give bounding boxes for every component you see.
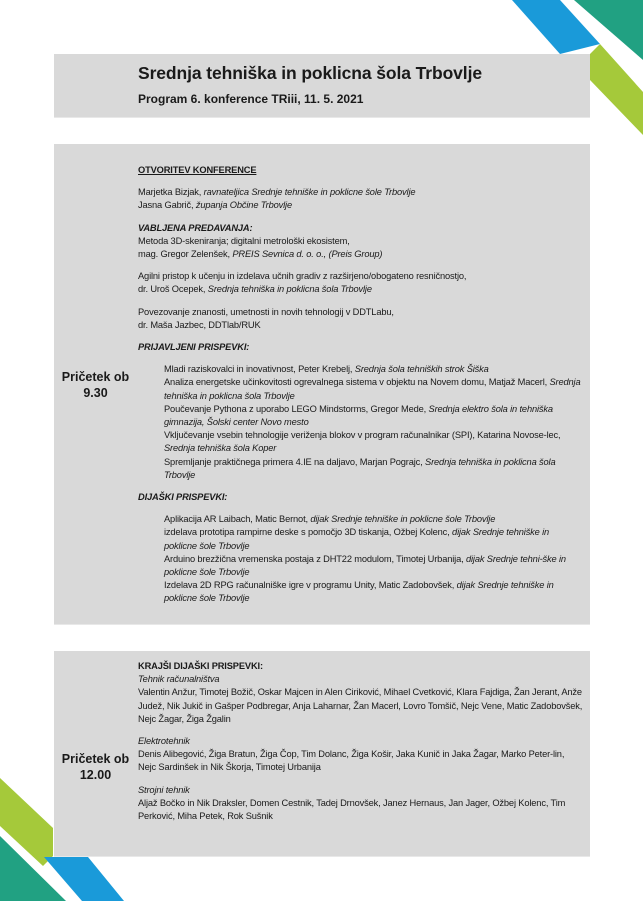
item-text: izdelava prototipa rampirne deske s pomočjo 3D tiskanja, Ožbej Kolenc, <box>164 527 453 538</box>
list-item <box>164 579 584 605</box>
section-heading-registered: PRIJAVLJENI PRISPEVKI: <box>138 342 250 353</box>
section-heading-invited: VABLJENA PREDAVANJA: <box>138 222 253 233</box>
student-names: Valentin Anžur, Timotej Božič, Oskar Majcen in Alen Ciriković, Mihael Cvetković, Klara Fajdiga, Žan Jerant, Anže Judež, Nik Jukič in Gašper Podbregar, Anja Laharnar, Žan Macerl, Lovro Tomšič, Nejc Vene, Matic Zadobovšek, Nejc Žagar, Žiga Žgalin <box>138 687 583 724</box>
list-item <box>164 456 584 482</box>
list-item <box>164 526 584 552</box>
program-group <box>138 735 584 775</box>
item-text: Mladi raziskovalci in inovativnost, Peter Krebelj, <box>164 364 355 375</box>
talk-speaker: dr. Maša Jazbec, DDTlab/RUK <box>138 319 261 330</box>
program-name: Elektrotehnik <box>138 736 190 747</box>
talk-title: Povezovanje znanosti, umetnosti in novih tehnologij v DDTLabu, <box>138 306 394 317</box>
talk-speaker: dr. Uroš Ocepek, <box>138 284 208 295</box>
invited-talk <box>138 270 584 296</box>
item-text: Vključevanje vsebin tehnologije veriženja blokov v program računalnikar (SPI), Katarina Novose-lec, <box>164 430 561 441</box>
section-heading-short-students: KRAJŠI DIJAŠKI PRISPEVKI: <box>138 661 263 671</box>
time-value: 12.00 <box>79 768 112 782</box>
talk-org: PREIS Sevnica d. o. o., (Preis Group) <box>232 249 383 260</box>
stripe-green-bottom <box>0 778 53 866</box>
list-item <box>164 403 584 429</box>
opening-speakers <box>138 186 584 212</box>
item-org: Srednja elektro šola in tehniška gimnazija, Šolski center Novo mesto <box>164 403 553 428</box>
speaker-line <box>138 199 584 212</box>
invited-talk <box>138 306 584 332</box>
session-start-time <box>54 369 137 401</box>
time-label: Pričetek ob <box>61 370 130 384</box>
talk-speaker: mag. Gregor Zelenšek, <box>138 249 233 260</box>
list-item <box>164 513 584 526</box>
students-list <box>138 513 584 605</box>
item-org: dijak Srednje tehni-ške in poklicne šole Trbovlje <box>164 553 566 578</box>
program-group <box>138 673 584 726</box>
item-text: Izdelava 2D RPG računalniške igre v programu Unity, Matic Zadobovšek, <box>164 580 457 591</box>
item-org: Srednja tehniška in poklicna šola Trbovlje <box>164 456 556 480</box>
section-heading-students: DIJAŠKI PRISPEVKI: <box>138 492 228 503</box>
stripe-teal-top <box>574 0 643 60</box>
student-names: Aljaž Bočko in Nik Draksler, Domen Cestnik, Tadej Drnovšek, Janez Hernaus, Jan Jager, Ožbej Kolenc, Tim Perković, Miha Petek, Rok Sušnik <box>138 797 566 822</box>
session-content <box>138 660 584 823</box>
time-value: 9.30 <box>83 386 108 400</box>
speaker-role: ravnateljica Srednje tehniške in poklicne šole Trbovlje <box>203 187 416 198</box>
session-block-noon <box>54 651 590 856</box>
stripe-green-top <box>590 44 643 135</box>
speaker-role: županja Občine Trbovlje <box>195 200 292 211</box>
stripe-blue-top <box>512 0 600 54</box>
speaker-name: Jasna Gabrič, <box>138 200 196 211</box>
item-org: dijak Srednje tehniške in poklicne šole Trbovlje <box>164 580 554 604</box>
program-group <box>138 784 584 824</box>
speaker-line <box>138 186 584 199</box>
invited-talk <box>138 235 584 261</box>
talk-title: Agilni pristop k učenju in izdelava učnih gradiv z razširjeno/obogateno resničnostjo, <box>138 271 467 282</box>
session-start-time <box>54 751 137 783</box>
list-item <box>164 429 584 455</box>
item-text: Analiza energetske učinkovitosti ogrevalnega sistema v objektu na Novem domu, Matjaž Macerl, <box>164 377 550 388</box>
student-names: Denis Alibegović, Žiga Bratun, Žiga Čop, Tim Dolanc, Žiga Košir, Jaka Kunič in Jaka Žagar, Marko Peter-lin, Nejc Sardinšek in Nik Škorja, Timotej Urbanija <box>138 749 565 773</box>
registered-list <box>138 363 584 482</box>
speaker-name: Marjetka Bizjak, <box>138 187 204 198</box>
item-text: Aplikacija AR Laibach, Matic Bernot, <box>164 514 311 525</box>
list-item <box>164 553 584 579</box>
time-label: Pričetek ob <box>61 752 130 766</box>
item-text: Poučevanje Pythona z uporabo LEGO Mindstorms, Gregor Mede, <box>164 403 429 414</box>
list-item <box>164 376 584 402</box>
session-block-morning <box>54 144 590 624</box>
item-text: Spremljanje praktičnega primera 4.IE na daljavo, Marjan Pograjc, <box>164 456 426 467</box>
program-name: Tehnik računalništva <box>138 674 220 685</box>
session-content <box>138 164 584 606</box>
page-title: Srednja tehniška in poklicna šola Trbovlje <box>138 63 482 83</box>
item-org: Srednja tehniška in poklicna šola Trbovlje <box>164 377 581 401</box>
item-org: Srednja tehniška šola Koper <box>164 443 277 454</box>
item-org: Srednja šola tehniških strok Šiška <box>354 364 489 375</box>
talk-org: Srednja tehniška in poklicna šola Trbovlje <box>207 284 372 295</box>
stripe-blue-bottom <box>44 857 124 901</box>
item-text: Arduino brezžična vremenska postaja z DHT22 modulom, Timotej Urbanija, <box>164 553 466 564</box>
header-panel <box>54 54 590 117</box>
list-item <box>164 363 584 376</box>
item-org: dijak Srednje tehniške in poklicne šole Trbovlje <box>164 527 550 551</box>
item-org: dijak Srednje tehniške in poklicne šole Trbovlje <box>310 514 496 525</box>
program-name: Strojni tehnik <box>138 784 190 795</box>
section-heading-opening: OTVORITEV KONFERENCE <box>138 165 257 175</box>
talk-title: Metoda 3D-skeniranja; digitalni metrološki ekosistem, <box>138 235 350 246</box>
page-subtitle: Program 6. konference TRiii, 11. 5. 2021 <box>138 92 364 106</box>
